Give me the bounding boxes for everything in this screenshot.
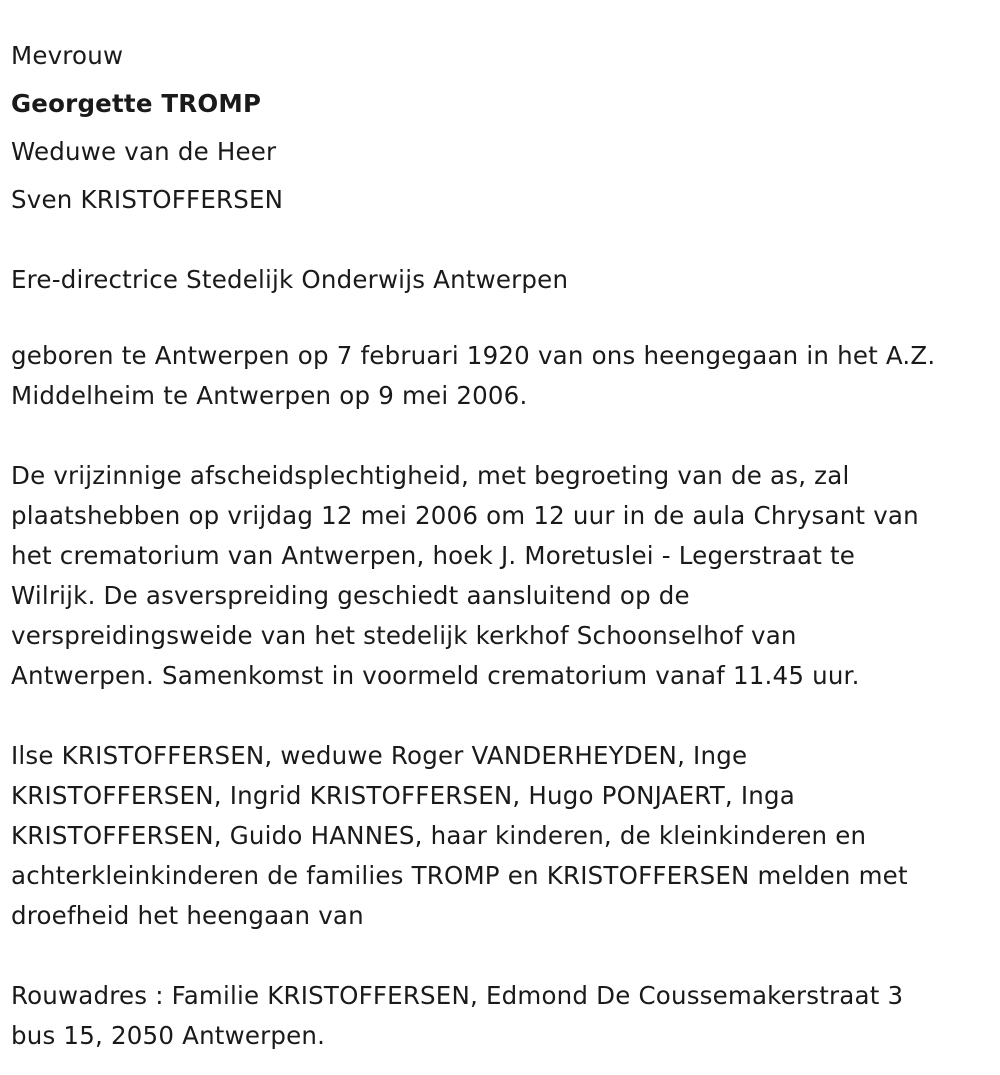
deceased-name: Georgette TROMP: [11, 89, 262, 118]
paragraph-line: plaatshebben op vrijdag 12 mei 2006 om 12 uur in de aula Chrysant van: [11, 501, 919, 530]
paragraph-line: Middelheim te Antwerpen op 9 mei 2006.: [11, 381, 528, 410]
paragraph-line: achterkleinkinderen de families TROMP en KRISTOFFERSEN melden met: [11, 861, 908, 890]
paragraph-line: het crematorium van Antwerpen, hoek J. Moretuslei - Legerstraat te: [11, 541, 856, 570]
paragraph-line: Rouwadres : Familie KRISTOFFERSEN, Edmond De Coussemakerstraat 3: [11, 981, 904, 1010]
professional-title: Ere-directrice Stedelijk Onderwijs Antwerpen: [11, 265, 569, 294]
family-paragraph: [11, 736, 996, 936]
obituary-notice: [11, 0, 996, 1056]
paragraph-line: bus 15, 2050 Antwerpen.: [11, 1021, 326, 1050]
paragraph-line: Ilse KRISTOFFERSEN, weduwe Roger VANDERHEYDEN, Inge: [11, 741, 748, 770]
paragraph-line: KRISTOFFERSEN, Guido HANNES, haar kinderen, de kleinkinderen en: [11, 821, 867, 850]
address-paragraph: [11, 976, 996, 1056]
birth-death-paragraph: [11, 336, 996, 416]
paragraph-line: KRISTOFFERSEN, Ingrid KRISTOFFERSEN, Hugo PONJAERT, Inga: [11, 781, 796, 810]
widow-line: Weduwe van de Heer: [11, 137, 277, 166]
paragraph-line: De vrijzinnige afscheidsplechtigheid, met begroeting van de as, zal: [11, 461, 850, 490]
paragraph-line: geboren te Antwerpen op 7 februari 1920 van ons heengegaan in het A.Z.: [11, 341, 936, 370]
spouse-name: Sven KRISTOFFERSEN: [11, 185, 284, 214]
salutation: Mevrouw: [11, 41, 124, 70]
ceremony-paragraph: [11, 456, 996, 696]
paragraph-line: Antwerpen. Samenkomst in voormeld crematorium vanaf 11.45 uur.: [11, 661, 860, 690]
paragraph-line: droefheid het heengaan van: [11, 901, 364, 930]
paragraph-line: Wilrijk. De asverspreiding geschiedt aansluitend op de: [11, 581, 690, 610]
paragraph-line: verspreidingsweide van het stedelijk kerkhof Schoonselhof van: [11, 621, 797, 650]
